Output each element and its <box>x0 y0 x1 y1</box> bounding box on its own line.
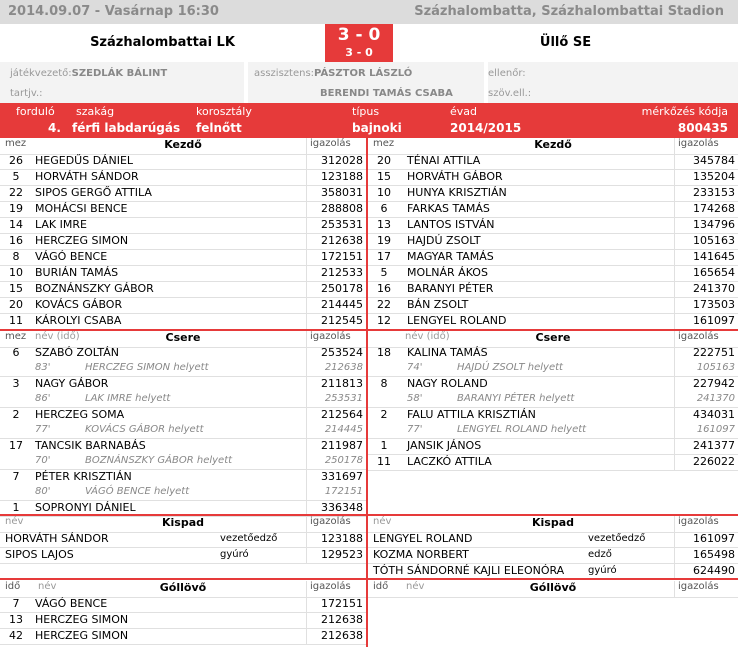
home-subs-sub-replaced-id: 214445 <box>324 424 363 435</box>
away-bench-header-name: név <box>373 516 392 527</box>
away-bench-id-border <box>674 516 675 532</box>
home-goal-player-id: 212638 <box>321 629 363 642</box>
home-subs-shirt-number: 3 <box>12 377 20 390</box>
away-bench-id-border <box>674 563 675 579</box>
away-bench-role: edző <box>588 549 612 560</box>
home-start-id-border <box>306 233 307 249</box>
home-start-shirt-number: 26 <box>9 154 23 167</box>
away-start-id-border <box>674 313 675 329</box>
away-start-id-border <box>674 185 675 201</box>
score-box <box>325 24 393 62</box>
away-bench-id: 624490 <box>693 564 735 577</box>
away-goals-header-id: igazolás <box>678 581 719 592</box>
home-subs-sub-replaced: HERCZEG SIMON helyett <box>85 362 209 373</box>
home-start-player-id: 253531 <box>321 218 363 231</box>
match-venue: Százhalombatta, Százhalombattai Stadion <box>414 4 724 19</box>
home-subs-player-id: 331697 <box>321 470 363 483</box>
home-start-player-name: HEGEDŰS DÁNIEL <box>35 154 134 167</box>
home-start-id-border <box>306 153 307 169</box>
away-bench-id-border <box>674 547 675 563</box>
away-start-player-name: LENGYEL ROLAND <box>407 314 507 327</box>
away-subs-player-id: 226022 <box>693 455 735 468</box>
home-start-player-id: 212638 <box>321 234 363 247</box>
home-start-player-name: LAK IMRE <box>35 218 87 231</box>
home-goals-header-name: név <box>38 581 57 592</box>
home-subs-sub-minute: 77' <box>35 424 51 435</box>
home-subs-shirt-number: 7 <box>12 470 20 483</box>
away-start-shirt-number: 19 <box>377 234 391 247</box>
away-bench-name: KOZMA NORBERT <box>373 548 469 561</box>
away-team-name: Üllő SE <box>539 35 592 50</box>
home-subs-id-border <box>306 469 307 500</box>
home-subs-sub-minute: 80' <box>35 486 51 497</box>
home-subs-sub-replaced: LAK IMRE helyett <box>85 393 171 404</box>
home-goal-row-sep <box>0 644 366 645</box>
home-subs-id-border <box>306 438 307 469</box>
home-subs-player-name: PÉTER KRISZTIÁN <box>35 470 132 483</box>
home-subs-sub-replaced: BOZNÁNSZKY GÁBOR helyett <box>85 455 233 466</box>
discipline-value: férfi labdarúgás <box>72 121 181 135</box>
referee-field: játékvezető:SZEDLÁK BÁLINT <box>10 68 168 79</box>
away-start-player-name: BARANYI PÉTER <box>407 282 494 295</box>
away-bench-id-border <box>674 531 675 547</box>
away-start-id-border <box>674 138 675 154</box>
home-start-player-name: BURIÁN TAMÁS <box>35 266 119 279</box>
home-subs-sub-replaced-id: 212638 <box>324 362 363 373</box>
away-bench-id: 165498 <box>693 548 735 561</box>
away-bench-role: gyúró <box>588 565 617 576</box>
away-start-player-id: 161097 <box>693 314 735 327</box>
home-start-player-id: 212545 <box>321 314 363 327</box>
away-goals-header-sep <box>368 597 738 598</box>
away-start-player-id: 134796 <box>693 218 735 231</box>
away-bench-header-id: igazolás <box>678 516 719 527</box>
home-goal-shirt-number: 42 <box>9 629 23 642</box>
home-start-shirt-number: 20 <box>9 298 23 311</box>
home-start-player-name: MOHÁCSI BENCE <box>35 202 128 215</box>
halftime-score: 3 - 0 <box>345 46 373 59</box>
away-subs-header-id: igazolás <box>678 331 719 342</box>
assistant-field: asszisztens:PÁSZTOR LÁSZLÓ <box>254 68 413 79</box>
away-start-player-name: LANTOS ISTVÁN <box>407 218 495 231</box>
home-start-header-title: Kezdő <box>164 138 202 151</box>
home-start-shirt-number: 11 <box>9 314 23 327</box>
home-subs-header-left: mez <box>5 331 27 342</box>
type-value: bajnoki <box>352 121 402 135</box>
away-bench-role: vezetőedző <box>588 533 646 544</box>
away-bench-header-title: Kispad <box>531 516 574 529</box>
round-label: forduló <box>16 105 55 118</box>
home-start-player-name: VÁGÓ BENCE <box>35 250 108 263</box>
home-bench-id-border <box>306 531 307 547</box>
home-subs-sub-replaced-id: 250178 <box>324 455 363 466</box>
away-subs-id-border <box>674 345 675 376</box>
final-score: 3 - 0 <box>337 25 381 45</box>
home-subs-player-id: 253524 <box>321 346 363 359</box>
home-subs-sub-minute: 83' <box>35 362 51 373</box>
home-goal-player-id: 212638 <box>321 613 363 626</box>
away-subs-sub-minute: 77' <box>407 424 423 435</box>
home-bench-role: gyúró <box>220 549 249 560</box>
szov-label: szöv.ell.: <box>488 88 532 99</box>
home-goal-player-name: HERCZEG SIMON <box>35 629 129 642</box>
home-subs-sub-replaced-id: 253531 <box>324 393 363 404</box>
home-goal-player-id: 172151 <box>321 597 363 610</box>
home-subs-id-border <box>306 345 307 376</box>
away-subs-header-title: Csere <box>535 331 571 344</box>
home-start-id-border <box>306 297 307 313</box>
away-subs-player-id: 434031 <box>693 408 735 421</box>
away-start-id-border <box>674 249 675 265</box>
away-start-shirt-number: 15 <box>377 170 391 183</box>
away-start-id-border <box>674 233 675 249</box>
controller-label: ellenőr: <box>488 68 526 79</box>
away-goals-header-time: idő <box>373 581 389 592</box>
home-subs-sub-replaced-id: 172151 <box>324 486 363 497</box>
away-start-player-id: 345784 <box>693 154 735 167</box>
home-start-shirt-number: 16 <box>9 234 23 247</box>
away-start-id-border <box>674 201 675 217</box>
home-start-id-border <box>306 313 307 329</box>
away-start-shirt-number: 6 <box>380 202 388 215</box>
home-subs-sub-minute: 70' <box>35 455 51 466</box>
home-goals-id-border <box>306 581 307 597</box>
match-datetime: 2014.09.07 - Vasárnap 16:30 <box>8 4 219 19</box>
away-start-player-name: MOLNÁR ÁKOS <box>407 266 488 279</box>
away-goals-header-name: név <box>406 581 425 592</box>
away-subs-player-id: 241377 <box>693 439 735 452</box>
home-bench-id-border <box>306 516 307 532</box>
home-subs-player-name: HERCZEG SOMA <box>35 408 125 421</box>
home-start-player-id: 214445 <box>321 298 363 311</box>
home-subs-id-border <box>306 407 307 438</box>
match-info-bar <box>0 103 738 138</box>
away-subs-player-name: LACZKÓ ATTILA <box>407 455 492 468</box>
home-start-shirt-number: 14 <box>9 218 23 231</box>
home-start-shirt-number: 10 <box>9 266 23 279</box>
away-start-shirt-number: 17 <box>377 250 391 263</box>
home-goal-shirt-number: 7 <box>12 597 20 610</box>
away-subs-player-name: NAGY ROLAND <box>407 377 488 390</box>
home-bench-id: 123188 <box>321 532 363 545</box>
away-bench-name: LENGYEL ROLAND <box>373 532 473 545</box>
away-subs-player-name: JANSIK JÁNOS <box>407 439 482 452</box>
home-subs-shirt-number: 17 <box>9 439 23 452</box>
away-goals-header-title: Góllövő <box>529 581 577 594</box>
home-subs-sub-replaced: VÁGÓ BENCE helyett <box>85 486 190 497</box>
away-subs-row-sep <box>368 470 738 471</box>
home-bench-row-sep <box>0 563 366 564</box>
home-start-header-id: igazolás <box>310 138 351 149</box>
home-start-id-border <box>306 249 307 265</box>
bench-section-end <box>0 578 738 580</box>
away-start-player-name: HUNYA KRISZTIÁN <box>407 186 507 199</box>
home-start-player-name: HORVÁTH SÁNDOR <box>35 170 139 183</box>
home-start-id-border <box>306 265 307 281</box>
home-subs-id-border <box>306 376 307 407</box>
home-subs-player-id: 336348 <box>321 501 363 514</box>
home-subs-shirt-number: 2 <box>12 408 20 421</box>
away-start-player-id: 173503 <box>693 298 735 311</box>
agegroup-value: felnőtt <box>196 121 242 135</box>
match-code-value: 800435 <box>677 121 728 135</box>
away-start-id-border <box>674 265 675 281</box>
home-start-id-border <box>306 217 307 233</box>
home-start-player-id: 312028 <box>321 154 363 167</box>
away-start-id-border <box>674 297 675 313</box>
home-goals-header-title: Góllövő <box>159 581 207 594</box>
home-start-player-id: 288808 <box>321 202 363 215</box>
home-subs-name-time: név (idő) <box>35 331 80 342</box>
away-start-id-border <box>674 281 675 297</box>
home-goals-header-time: idő <box>5 581 21 592</box>
away-start-player-id: 233153 <box>693 186 735 199</box>
away-start-player-name: HAJDÚ ZSOLT <box>407 234 481 247</box>
away-subs-shirt-number: 11 <box>377 455 391 468</box>
away-subs-player-name: KALINA TAMÁS <box>407 346 488 359</box>
match-code-label: mérkőzés kódja <box>641 105 728 118</box>
away-start-player-name: FARKAS TAMÁS <box>407 202 490 215</box>
away-start-player-name: TÉNAI ATTILA <box>407 154 481 167</box>
away-subs-sub-replaced: HAJDÚ ZSOLT helyett <box>457 362 563 373</box>
away-subs-shirt-number: 1 <box>380 439 388 452</box>
away-start-shirt-number: 5 <box>380 266 388 279</box>
away-subs-sub-minute: 74' <box>407 362 423 373</box>
home-subs-player-name: SOPRONYI DÁNIEL <box>35 501 136 514</box>
home-subs-shirt-number: 1 <box>12 501 20 514</box>
away-subs-shirt-number: 18 <box>377 346 391 359</box>
away-start-header-left: mez <box>373 138 395 149</box>
home-start-player-id: 358031 <box>321 186 363 199</box>
home-start-player-name: BOZNÁNSZKY GÁBOR <box>35 282 154 295</box>
away-subs-sub-minute: 58' <box>407 393 423 404</box>
away-start-player-name: BÁN ZSOLT <box>407 298 469 311</box>
away-start-player-id: 135204 <box>693 170 735 183</box>
away-start-shirt-number: 20 <box>377 154 391 167</box>
discipline-label: szakág <box>76 105 115 118</box>
home-start-header-left: mez <box>5 138 27 149</box>
home-subs-header-id: igazolás <box>310 331 351 342</box>
agegroup-label: korosztály <box>196 105 252 118</box>
away-start-player-name: HORVÁTH GÁBOR <box>407 170 503 183</box>
away-start-shirt-number: 13 <box>377 218 391 231</box>
home-start-id-border <box>306 138 307 154</box>
home-start-id-border <box>306 201 307 217</box>
round-value: 4. <box>48 121 61 135</box>
home-goal-player-name: HERCZEG SIMON <box>35 613 129 626</box>
home-team-name: Százhalombattai LK <box>90 35 235 50</box>
home-start-shirt-number: 22 <box>9 186 23 199</box>
home-bench-header-id: igazolás <box>310 516 351 527</box>
away-subs-shirt-number: 8 <box>380 377 388 390</box>
column-divider <box>366 138 368 647</box>
away-subs-id-border <box>674 454 675 470</box>
home-subs-player-name: NAGY GÁBOR <box>35 377 109 390</box>
away-goals-id-border <box>674 581 675 597</box>
home-subs-player-name: SZABÓ ZOLTÁN <box>35 346 119 359</box>
home-start-player-id: 123188 <box>321 170 363 183</box>
home-subs-player-name: TANCSIK BARNABÁS <box>35 439 146 452</box>
away-start-shirt-number: 22 <box>377 298 391 311</box>
home-goal-id-border <box>306 612 307 628</box>
away-start-shirt-number: 12 <box>377 314 391 327</box>
home-start-player-name: KÁROLYI CSABA <box>35 314 122 327</box>
home-subs-player-id: 211987 <box>321 439 363 452</box>
home-bench-name: SIPOS LAJOS <box>5 548 74 561</box>
home-start-player-name: HERCZEG SIMON <box>35 234 129 247</box>
home-bench-header-name: név <box>5 516 24 527</box>
home-start-id-border <box>306 281 307 297</box>
home-start-id-border <box>306 169 307 185</box>
away-start-player-id: 174268 <box>693 202 735 215</box>
home-start-shirt-number: 8 <box>12 250 20 263</box>
away-start-header-title: Kezdő <box>534 138 572 151</box>
home-bench-name: HORVÁTH SÁNDOR <box>5 532 109 545</box>
season-value: 2014/2015 <box>450 121 522 135</box>
home-subs-sub-replaced: KOVÁCS GÁBOR helyett <box>85 424 204 435</box>
home-subs-player-id: 212564 <box>321 408 363 421</box>
home-start-shirt-number: 5 <box>12 170 20 183</box>
away-subs-shirt-number: 2 <box>380 408 388 421</box>
away-start-shirt-number: 10 <box>377 186 391 199</box>
home-bench-role: vezetőedző <box>220 533 278 544</box>
tartjv-label: tartjv.: <box>10 88 43 99</box>
home-bench-header-title: Kispad <box>161 516 204 529</box>
away-subs-player-id: 222751 <box>693 346 735 359</box>
home-bench-id: 129523 <box>321 548 363 561</box>
away-start-header-id: igazolás <box>678 138 719 149</box>
home-start-shirt-number: 15 <box>9 282 23 295</box>
away-subs-sub-replaced-id: 105163 <box>696 362 735 373</box>
home-subs-header-title: Csere <box>165 331 201 344</box>
season-label: évad <box>450 105 478 118</box>
away-subs-sub-replaced-id: 241370 <box>696 393 735 404</box>
type-label: típus <box>352 105 380 118</box>
home-start-player-id: 250178 <box>321 282 363 295</box>
away-subs-id-border <box>674 407 675 438</box>
away-subs-id-border <box>674 438 675 454</box>
away-subs-player-id: 227942 <box>693 377 735 390</box>
away-start-id-border <box>674 169 675 185</box>
home-goal-shirt-number: 13 <box>9 613 23 626</box>
home-subs-player-id: 211813 <box>321 377 363 390</box>
away-start-player-name: MAGYAR TAMÁS <box>407 250 494 263</box>
assistant2-field: BERENDI TAMÁS CSABA <box>320 88 453 99</box>
away-start-player-id: 165654 <box>693 266 735 279</box>
home-subs-sub-minute: 86' <box>35 393 51 404</box>
away-subs-id-border <box>674 376 675 407</box>
home-goal-id-border <box>306 628 307 644</box>
home-start-id-border <box>306 185 307 201</box>
home-start-player-id: 212533 <box>321 266 363 279</box>
away-subs-name-time: név (idő) <box>405 331 450 342</box>
away-subs-sub-replaced-id: 161097 <box>696 424 735 435</box>
away-start-player-id: 141645 <box>693 250 735 263</box>
away-start-id-border <box>674 217 675 233</box>
home-start-shirt-number: 19 <box>9 202 23 215</box>
match-header-bar <box>0 0 738 24</box>
home-goal-player-name: VÁGÓ BENCE <box>35 597 108 610</box>
away-subs-sub-replaced: LENGYEL ROLAND helyett <box>457 424 587 435</box>
away-subs-player-name: FALU ATTILA KRISZTIÁN <box>407 408 536 421</box>
away-start-id-border <box>674 153 675 169</box>
away-subs-sub-replaced: BARANYI PÉTER helyett <box>457 393 575 404</box>
home-goals-header-id: igazolás <box>310 581 351 592</box>
away-start-player-id: 105163 <box>693 234 735 247</box>
home-start-player-name: SIPOS GERGŐ ATTILA <box>35 186 152 199</box>
home-bench-id-border <box>306 547 307 563</box>
home-start-player-name: KOVÁCS GÁBOR <box>35 298 123 311</box>
away-start-player-id: 241370 <box>693 282 735 295</box>
home-start-player-id: 172151 <box>321 250 363 263</box>
home-subs-shirt-number: 6 <box>12 346 20 359</box>
away-bench-id: 161097 <box>693 532 735 545</box>
home-goal-id-border <box>306 596 307 612</box>
away-start-shirt-number: 16 <box>377 282 391 295</box>
away-bench-name: TÓTH SÁNDORNÉ KAJLI ELEONÓRA <box>373 564 565 577</box>
